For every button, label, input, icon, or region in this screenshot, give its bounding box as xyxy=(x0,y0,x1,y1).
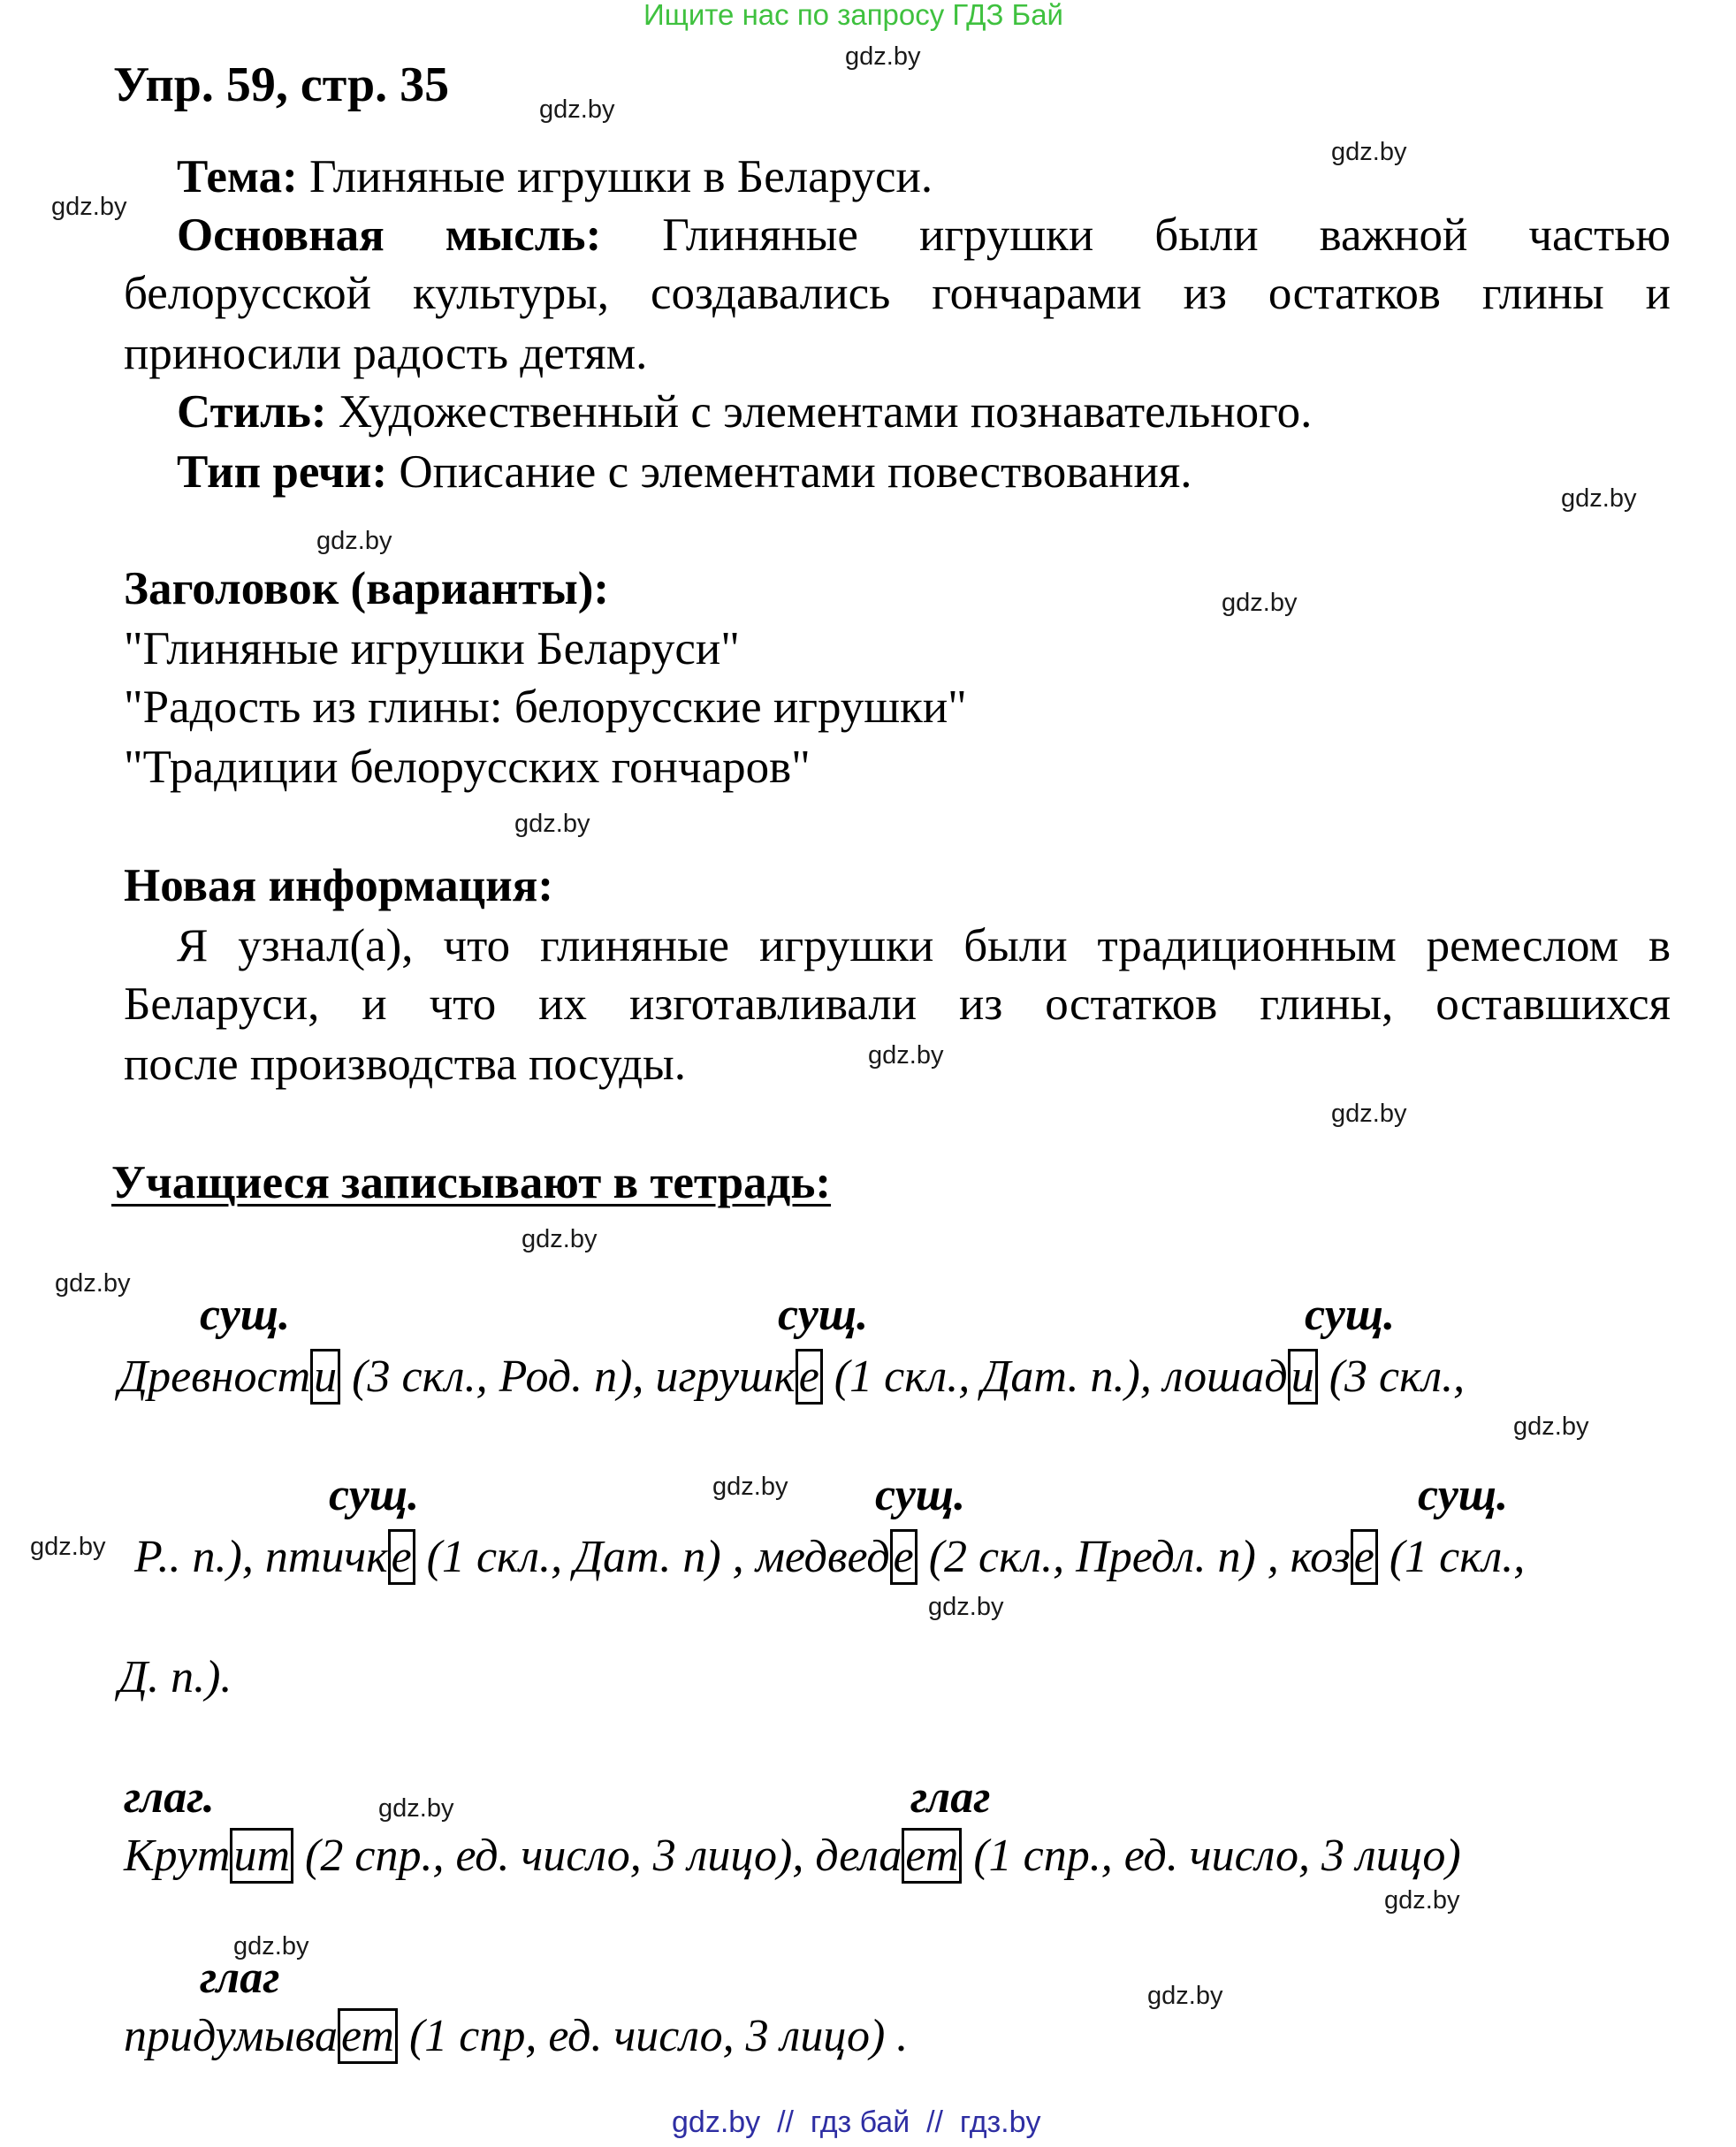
word-info: (3 скл., xyxy=(1317,1351,1466,1402)
word-info: (1 скл., Дат. п) , xyxy=(415,1532,756,1582)
theme-text: Глиняные игрушки в Беларуси. xyxy=(297,151,933,202)
watermark: gdz.by xyxy=(51,193,127,221)
theme-line xyxy=(177,150,933,203)
style-line xyxy=(177,385,1312,438)
style-label: Стиль: xyxy=(177,386,327,438)
new-info-line3: после производства посуды. xyxy=(124,1039,686,1090)
word-stem: дела xyxy=(815,1831,902,1881)
style-text: Художественный с элементами познавательного. xyxy=(326,386,1313,438)
watermark: gdz.by xyxy=(1331,138,1407,166)
word-ending-box: и xyxy=(310,1349,340,1405)
watermark: gdz.by xyxy=(1147,1982,1223,2010)
noun-label: сущ. xyxy=(778,1290,869,1340)
word-ending-box: е xyxy=(890,1529,917,1585)
word-info: (1 спр., ед. число, 3 лицо) xyxy=(962,1831,1461,1881)
main-idea-label: Основная мысль: xyxy=(177,209,602,261)
theme-label: Тема: xyxy=(177,151,298,202)
watermark: gdz.by xyxy=(868,1041,944,1070)
main-idea-line1 xyxy=(177,209,1671,262)
word-ending-box: и xyxy=(1288,1349,1318,1405)
heading-option: "Радость из глины: белорусские игрушки" xyxy=(124,681,967,733)
noun-line-2 xyxy=(134,1531,1525,1583)
verb-line-1 xyxy=(124,1830,1461,1882)
verb-label: глаг xyxy=(910,1772,991,1823)
watermark: gdz.by xyxy=(1222,589,1298,617)
word-ending-box: ит xyxy=(230,1828,293,1884)
watermark: gdz.by xyxy=(845,42,921,71)
word-stem: игрушк xyxy=(655,1351,796,1402)
word-info: (1 спр, ед. число, 3 лицо) . xyxy=(397,2011,909,2061)
main-idea-line3: приносили радость детям. xyxy=(124,328,648,379)
verb-label: глаг xyxy=(200,1953,280,2003)
exercise-title: Упр. 59, стр. 35 xyxy=(113,57,450,112)
word-stem: лошад xyxy=(1162,1351,1288,1402)
new-info-label: Новая информация: xyxy=(124,860,554,911)
word-info: (1 скл., Дат. п.), xyxy=(822,1351,1163,1402)
word-stem: птичк xyxy=(264,1532,388,1582)
word-info: (2 скл., Предл. п) , xyxy=(917,1532,1291,1582)
noun-label: сущ. xyxy=(875,1470,966,1520)
watermark: gdz.by xyxy=(1331,1100,1407,1128)
heading-option: "Традиции белорусских гончаров" xyxy=(124,742,811,793)
noun-line-1 xyxy=(118,1351,1465,1403)
notebook-heading: Учащиеся записывают в тетрадь: xyxy=(111,1157,832,1208)
main-idea-line2: белорусской культуры, создавались гончарами из остатков глины и xyxy=(124,268,1671,319)
speech-type-text: Описание с элементами повествования. xyxy=(387,446,1192,498)
noun-label: сущ. xyxy=(1418,1470,1509,1520)
speech-type-line xyxy=(177,445,1192,499)
noun-line-3: Д. п.). xyxy=(118,1652,232,1702)
new-info-line2: Беларуси, и что их изготавливали из остатков глины, оставшихся xyxy=(124,978,1671,1030)
watermark: gdz.by xyxy=(522,1225,598,1253)
watermark: gdz.by xyxy=(378,1794,454,1823)
main-idea-text-1: Глиняные игрушки были важной частью xyxy=(601,209,1671,261)
watermark: gdz.by xyxy=(1513,1412,1589,1441)
word-stem: Крут xyxy=(124,1831,231,1881)
heading-option: "Глиняные игрушки Беларуси" xyxy=(124,623,740,674)
watermark: gdz.by xyxy=(233,1932,309,1960)
footer-links: gdz.by // гдз бай // гдз.by xyxy=(672,2105,1041,2139)
word-stem: медвед xyxy=(755,1532,890,1582)
word-info: (1 скл., xyxy=(1377,1532,1526,1582)
headings-label: Заголовок (варианты): xyxy=(124,563,610,614)
watermark: gdz.by xyxy=(712,1473,788,1501)
watermark: gdz.by xyxy=(30,1533,106,1561)
top-banner: Ищите нас по запросу ГДЗ Бай xyxy=(643,0,1063,31)
noun-label: сущ. xyxy=(1305,1290,1396,1340)
watermark: gdz.by xyxy=(928,1593,1004,1621)
word-prefix: Р.. п.), xyxy=(134,1532,265,1582)
word-ending-box: ет xyxy=(338,2008,398,2064)
watermark: gdz.by xyxy=(514,810,590,838)
watermark: gdz.by xyxy=(539,95,615,124)
new-info-line1: Я узнал(а), что глиняные игрушки были традиционным ремеслом в xyxy=(177,920,1671,971)
word-info: (3 скл., Род. п), xyxy=(340,1351,656,1402)
noun-label: сущ. xyxy=(329,1470,420,1520)
word-stem: коз xyxy=(1290,1532,1351,1582)
watermark: gdz.by xyxy=(55,1269,131,1298)
word-stem: придумыва xyxy=(124,2011,339,2061)
word-ending-box: е xyxy=(796,1349,823,1405)
watermark: gdz.by xyxy=(1384,1886,1460,1915)
word-info: (2 спр., ед. число, 3 лицо), xyxy=(293,1831,816,1881)
watermark: gdz.by xyxy=(316,527,392,555)
word-ending-box: е xyxy=(1351,1529,1378,1585)
speech-type-label: Тип речи: xyxy=(177,446,388,498)
verb-label: глаг. xyxy=(124,1772,215,1823)
word-stem: Древност xyxy=(118,1351,311,1402)
word-ending-box: ет xyxy=(902,1828,962,1884)
word-ending-box: е xyxy=(388,1529,415,1585)
watermark: gdz.by xyxy=(1561,484,1637,513)
noun-label: сущ. xyxy=(200,1290,291,1340)
verb-line-2 xyxy=(124,2010,908,2062)
